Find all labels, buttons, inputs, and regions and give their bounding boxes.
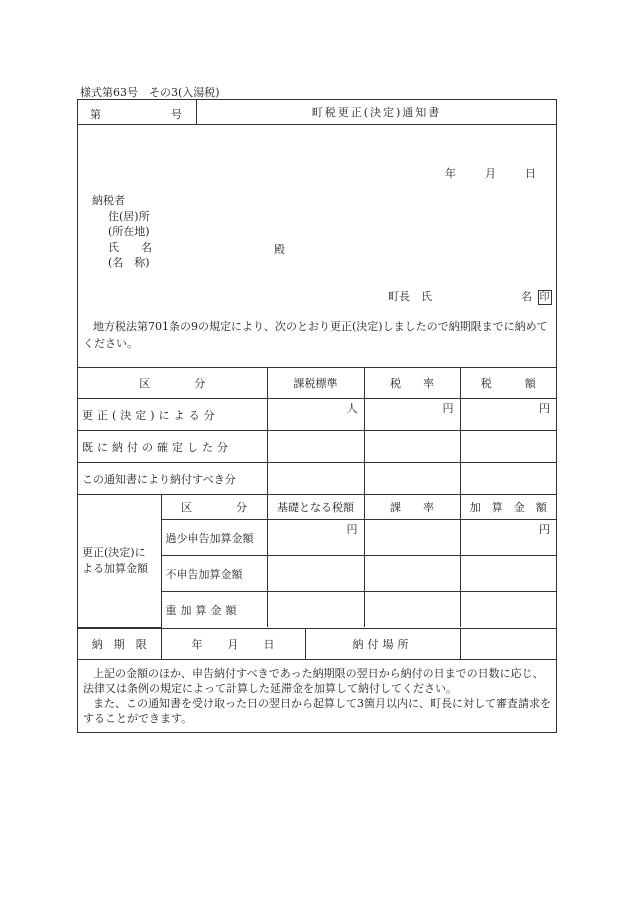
footer-note: また、この通知書を受け取った日の翌日から起算して3箇月以内に、町長に対して審査請求をすることができます。 xyxy=(83,696,551,725)
name-label: 氏 名 xyxy=(108,240,152,254)
due-date-value xyxy=(161,629,305,659)
surcharge-amount-cell: 円 xyxy=(460,520,556,556)
rate-cell xyxy=(364,592,460,628)
row-label: 重加算金額 xyxy=(161,592,267,628)
due-section xyxy=(78,629,556,660)
document-title: 町税更正(決定)通知書 xyxy=(311,106,442,119)
name-alt-label: (名 称) xyxy=(108,256,150,269)
info-section xyxy=(78,125,556,368)
tax-table xyxy=(78,368,556,494)
basis-tax-cell: 円 xyxy=(267,520,364,556)
tax-rate-cell: 円 xyxy=(364,399,460,431)
notice-form xyxy=(77,99,557,733)
rate-cell xyxy=(364,520,460,556)
basis-tax-cell xyxy=(267,556,364,592)
surcharge-amount-cell xyxy=(460,556,556,592)
address-label: 住(居)所 xyxy=(108,209,150,223)
due-day: 日 xyxy=(263,637,275,651)
header-row xyxy=(78,100,556,125)
issue-date xyxy=(445,165,536,181)
due-year: 年 xyxy=(191,637,203,651)
due-table xyxy=(78,629,556,659)
tax-rate-cell xyxy=(364,463,460,495)
header-tax-amount: 税 額 xyxy=(460,368,556,399)
header-tax-base: 課税標準 xyxy=(267,368,364,399)
due-month: 月 xyxy=(227,637,239,651)
header-category: 区 分 xyxy=(161,495,267,520)
surcharge-table xyxy=(78,495,556,628)
tax-base-cell xyxy=(267,431,364,463)
date-day: 日 xyxy=(525,167,536,180)
seal-mark: 印 xyxy=(539,292,550,303)
tax-amount-cell xyxy=(460,431,556,463)
tax-base-cell xyxy=(267,463,364,495)
tax-base-cell: 人 xyxy=(267,399,364,431)
honorific: 殿 xyxy=(274,243,285,256)
surcharge-group-label: 更正(決定)による加算金額 xyxy=(78,495,161,627)
tax-amount-cell: 円 xyxy=(460,399,556,431)
surcharge-header xyxy=(78,495,556,520)
form-number: 様式第63号 その3(入湯税) xyxy=(80,86,220,99)
tax-table-header xyxy=(78,368,556,399)
mayor-label: 町長 氏 xyxy=(388,290,432,303)
tax-amount-cell xyxy=(460,463,556,495)
table-row xyxy=(78,431,556,463)
surcharge-amount-cell xyxy=(460,592,556,628)
notice-text: 地方税法第701条の9の規定により、次のとおり更正(決定)しましたので納期限までに納めてください。 xyxy=(83,320,548,350)
header-surcharge-amount: 加 算 金 額 xyxy=(460,495,556,520)
due-date-label: 納 期 限 xyxy=(78,629,161,659)
due-row xyxy=(78,629,556,659)
date-month: 月 xyxy=(485,167,496,180)
header-tax-rate: 税 率 xyxy=(364,368,460,399)
row-label: 更正(決定)による分 xyxy=(78,399,267,431)
row-label: 過少申告加算金額 xyxy=(161,520,267,556)
row-label: 不申告加算金額 xyxy=(161,556,267,592)
address-alt-label: (所在地) xyxy=(108,225,150,238)
footer-note: 上記の金額のほか、申告納付すべきであった納期限の翌日から納付の日までの日数に応じ、法律又は条例の規定によって計算した延滞金を加算して納付してください。 xyxy=(83,666,544,695)
header-rate: 課 率 xyxy=(364,495,460,520)
document-number-cell xyxy=(78,100,197,124)
header-basis-tax: 基礎となる税額 xyxy=(267,495,364,520)
mayor-name-suffix: 名 xyxy=(521,290,532,303)
number-suffix: 号 xyxy=(171,108,182,121)
basis-tax-cell xyxy=(267,592,364,628)
table-row xyxy=(78,463,556,495)
tax-table-section xyxy=(78,368,556,495)
footer-notes xyxy=(78,660,556,732)
row-label: 既に納付の確定した分 xyxy=(78,431,267,463)
taxpayer-label: 納税者 xyxy=(92,194,125,207)
date-year: 年 xyxy=(445,167,456,180)
tax-rate-cell xyxy=(364,431,460,463)
row-label: この通知書により納付すべき分 xyxy=(78,463,267,495)
issuer-line xyxy=(388,288,552,305)
payment-place-label: 納付場所 xyxy=(305,629,460,659)
taxpayer-block xyxy=(92,193,152,271)
surcharge-section xyxy=(78,495,556,629)
payment-place-value xyxy=(460,629,556,659)
number-label: 第 xyxy=(90,108,101,121)
rate-cell xyxy=(364,556,460,592)
header-category: 区 分 xyxy=(78,368,267,399)
table-row xyxy=(78,399,556,431)
